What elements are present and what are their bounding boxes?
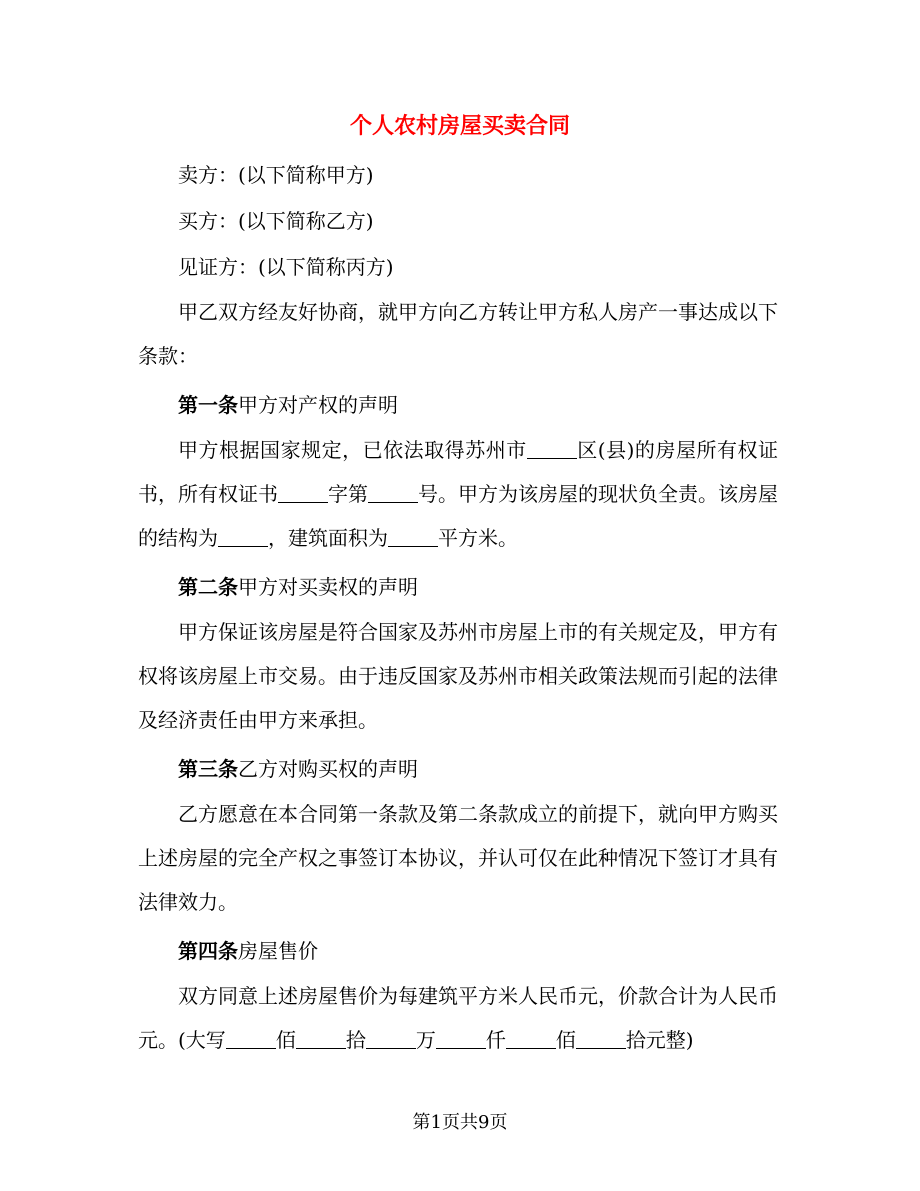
unit-wan: 万 — [415, 1028, 436, 1052]
article-3-heading — [138, 746, 778, 792]
blank-district — [527, 438, 577, 459]
document-body — [138, 152, 778, 1062]
blank-amount-2 — [296, 1028, 346, 1049]
preamble-paragraph: 甲乙双方经友好协商，就甲方向乙方转让甲方私人房产一事达成以下条款： — [138, 300, 778, 368]
article-3-number: 第三条 — [178, 757, 238, 781]
article-3-paragraph: 乙方愿意在本合同第一条款及第二条款成立的前提下，就向甲方购买上述房屋的完全产权之事签订本协议，并认可仅在此种情况下签订才具有法律效力。 — [138, 802, 778, 914]
blank-amount-4 — [436, 1028, 486, 1049]
article-4-title: 房屋售价 — [238, 939, 318, 963]
article-3-title: 乙方对购买权的声明 — [238, 757, 418, 781]
article-1-text-c: 字第 — [328, 482, 368, 506]
document-title: 个人农村房屋买卖合同 — [349, 113, 570, 139]
article-1-text-b: 区(县)的房屋所有权证书，所有权证书 — [138, 438, 779, 506]
article-4-heading — [138, 928, 778, 974]
article-1-text-f: 平方米。 — [438, 526, 518, 550]
article-2-title: 甲方对买卖权的声明 — [238, 575, 418, 599]
unit-qian: 仟 — [485, 1028, 506, 1052]
witness-line: 见证方：(以下简称丙方) — [178, 255, 394, 279]
blank-amount-1 — [226, 1028, 276, 1049]
unit-bai-2: 佰 — [555, 1028, 576, 1052]
article-1-title: 甲方对产权的声明 — [238, 393, 398, 417]
seller-line: 卖方：(以下简称甲方) — [178, 163, 374, 187]
unit-bai-1: 佰 — [275, 1028, 296, 1052]
unit-shi-1: 拾 — [345, 1028, 366, 1052]
article-2-paragraph: 甲方保证该房屋是符合国家及苏州市房屋上市的有关规定及，甲方有权将该房屋上市交易。由于违反国家及苏州市相关政策法规而引起的法律及经济责任由甲方来承担。 — [138, 620, 778, 732]
unit-shi-yuan-zheng: 拾元整) — [625, 1028, 694, 1052]
article-1-paragraph — [138, 428, 778, 560]
article-4-text-a: 双方同意上述房屋售价为每建筑平方米人民币元，价款合计为人民币元。(大写 — [138, 984, 778, 1052]
buyer-line: 买方：(以下简称乙方) — [178, 209, 374, 233]
blank-area — [388, 526, 438, 547]
blank-certificate-prefix — [278, 482, 328, 503]
article-1-text-a: 甲方根据国家规定，已依法取得苏州市 — [178, 438, 527, 462]
blank-structure — [218, 526, 268, 547]
article-1-number: 第一条 — [178, 393, 238, 417]
blank-certificate-number — [368, 482, 418, 503]
article-2-number: 第二条 — [178, 575, 238, 599]
blank-amount-3 — [366, 1028, 416, 1049]
blank-amount-5 — [506, 1028, 556, 1049]
blank-amount-6 — [576, 1028, 626, 1049]
article-1-text-e: ，建筑面积为 — [268, 526, 388, 550]
article-1-text-d: 号。甲方为该房屋的现状负全责。该房屋的结构为 — [138, 482, 778, 550]
article-1-heading — [138, 382, 778, 428]
article-2-heading — [138, 564, 778, 610]
article-4-number: 第四条 — [178, 939, 238, 963]
page-footer: 第1页共9页 — [412, 1112, 508, 1133]
article-4-paragraph — [138, 974, 778, 1062]
